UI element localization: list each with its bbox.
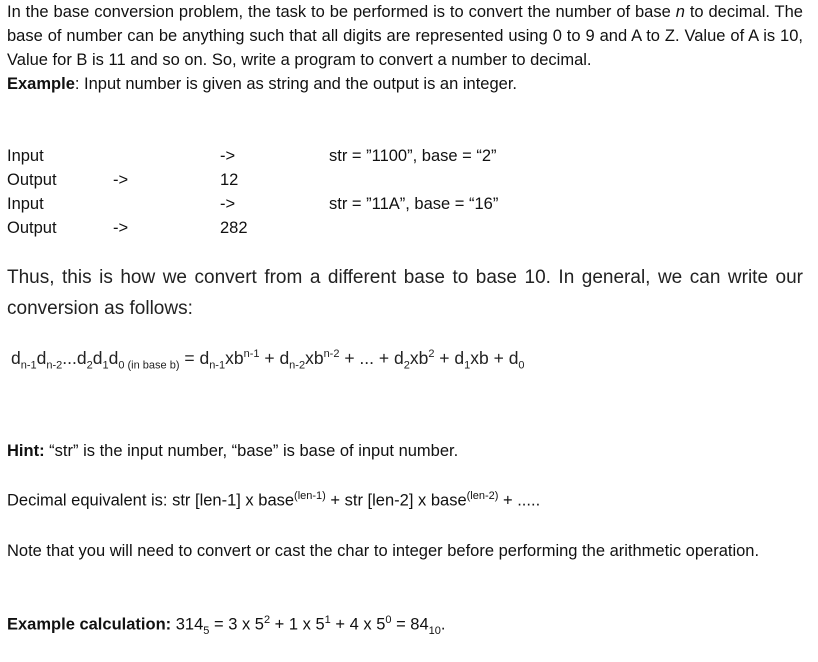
calc-label: Example calculation: [7,615,172,634]
hint-text: “str” is the input number, “base” is base of input number. [44,442,459,460]
row2-arrow: -> [113,171,129,189]
decimal-equivalent-line: Decimal equivalent is: str [len-1] x base$^{(len-1)}$ + str [len-2] x base$^{(len-2)}$ + ..... [7,490,541,510]
hint-label: Hint: [7,442,45,460]
example-calculation-line: Example calculation: $314_5 = 3$ x $5^2 + 1$ x $5^1 + 4$ x $5^0 = 84_{10}$. [7,614,446,637]
row3-label: Input [7,195,44,213]
row4-value: 282 [220,219,248,237]
row4-arrow: -> [113,219,129,237]
row1-arrow: -> [220,147,236,165]
row1-label: Input [7,147,44,165]
row3-arrow: -> [220,195,236,213]
example-label: Example [7,75,75,93]
example-text: : Input number is given as string and the output is an integer. [74,75,517,93]
row2-value: 12 [220,171,239,189]
hint-line [7,442,458,461]
thus-paragraph: Thus, this is how we convert from a different base to base 10. In general, we can write our conversion as follows: [7,267,803,319]
example-line [7,72,803,96]
row4-label: Output [7,219,57,237]
intro-text-after: to decimal. The base of number can be anything such that all digits are represented using 0 to 9 and A to Z. Value of A is 10, Value for B is 11 and so on. So, write a program to convert a number to decimal. [7,3,803,69]
row2-label: Output [7,171,57,189]
note-paragraph: Note that you will need to convert or cast the char to integer before performing the arithmetic operation. [7,542,760,560]
intro-n-variable: n [675,3,685,21]
intro-text-before: In the base conversion problem, the task to be performed is to convert the number of base [7,3,671,21]
row3-extra: str = ”11A”, base = “16” [329,195,499,213]
row1-extra: str = ”1100”, base = “2” [329,147,497,165]
intro-paragraph [7,0,803,96]
general-formula: $d_{n-1}d_{n-2}...d_2d_1d_0$ $_{(in base b)} = d_{n-1}xb^{n-1} + d_{n-2}xb^{n-2}$ + ... + $d_2xb^2 + d_1xb + d_0$ [11,348,525,372]
